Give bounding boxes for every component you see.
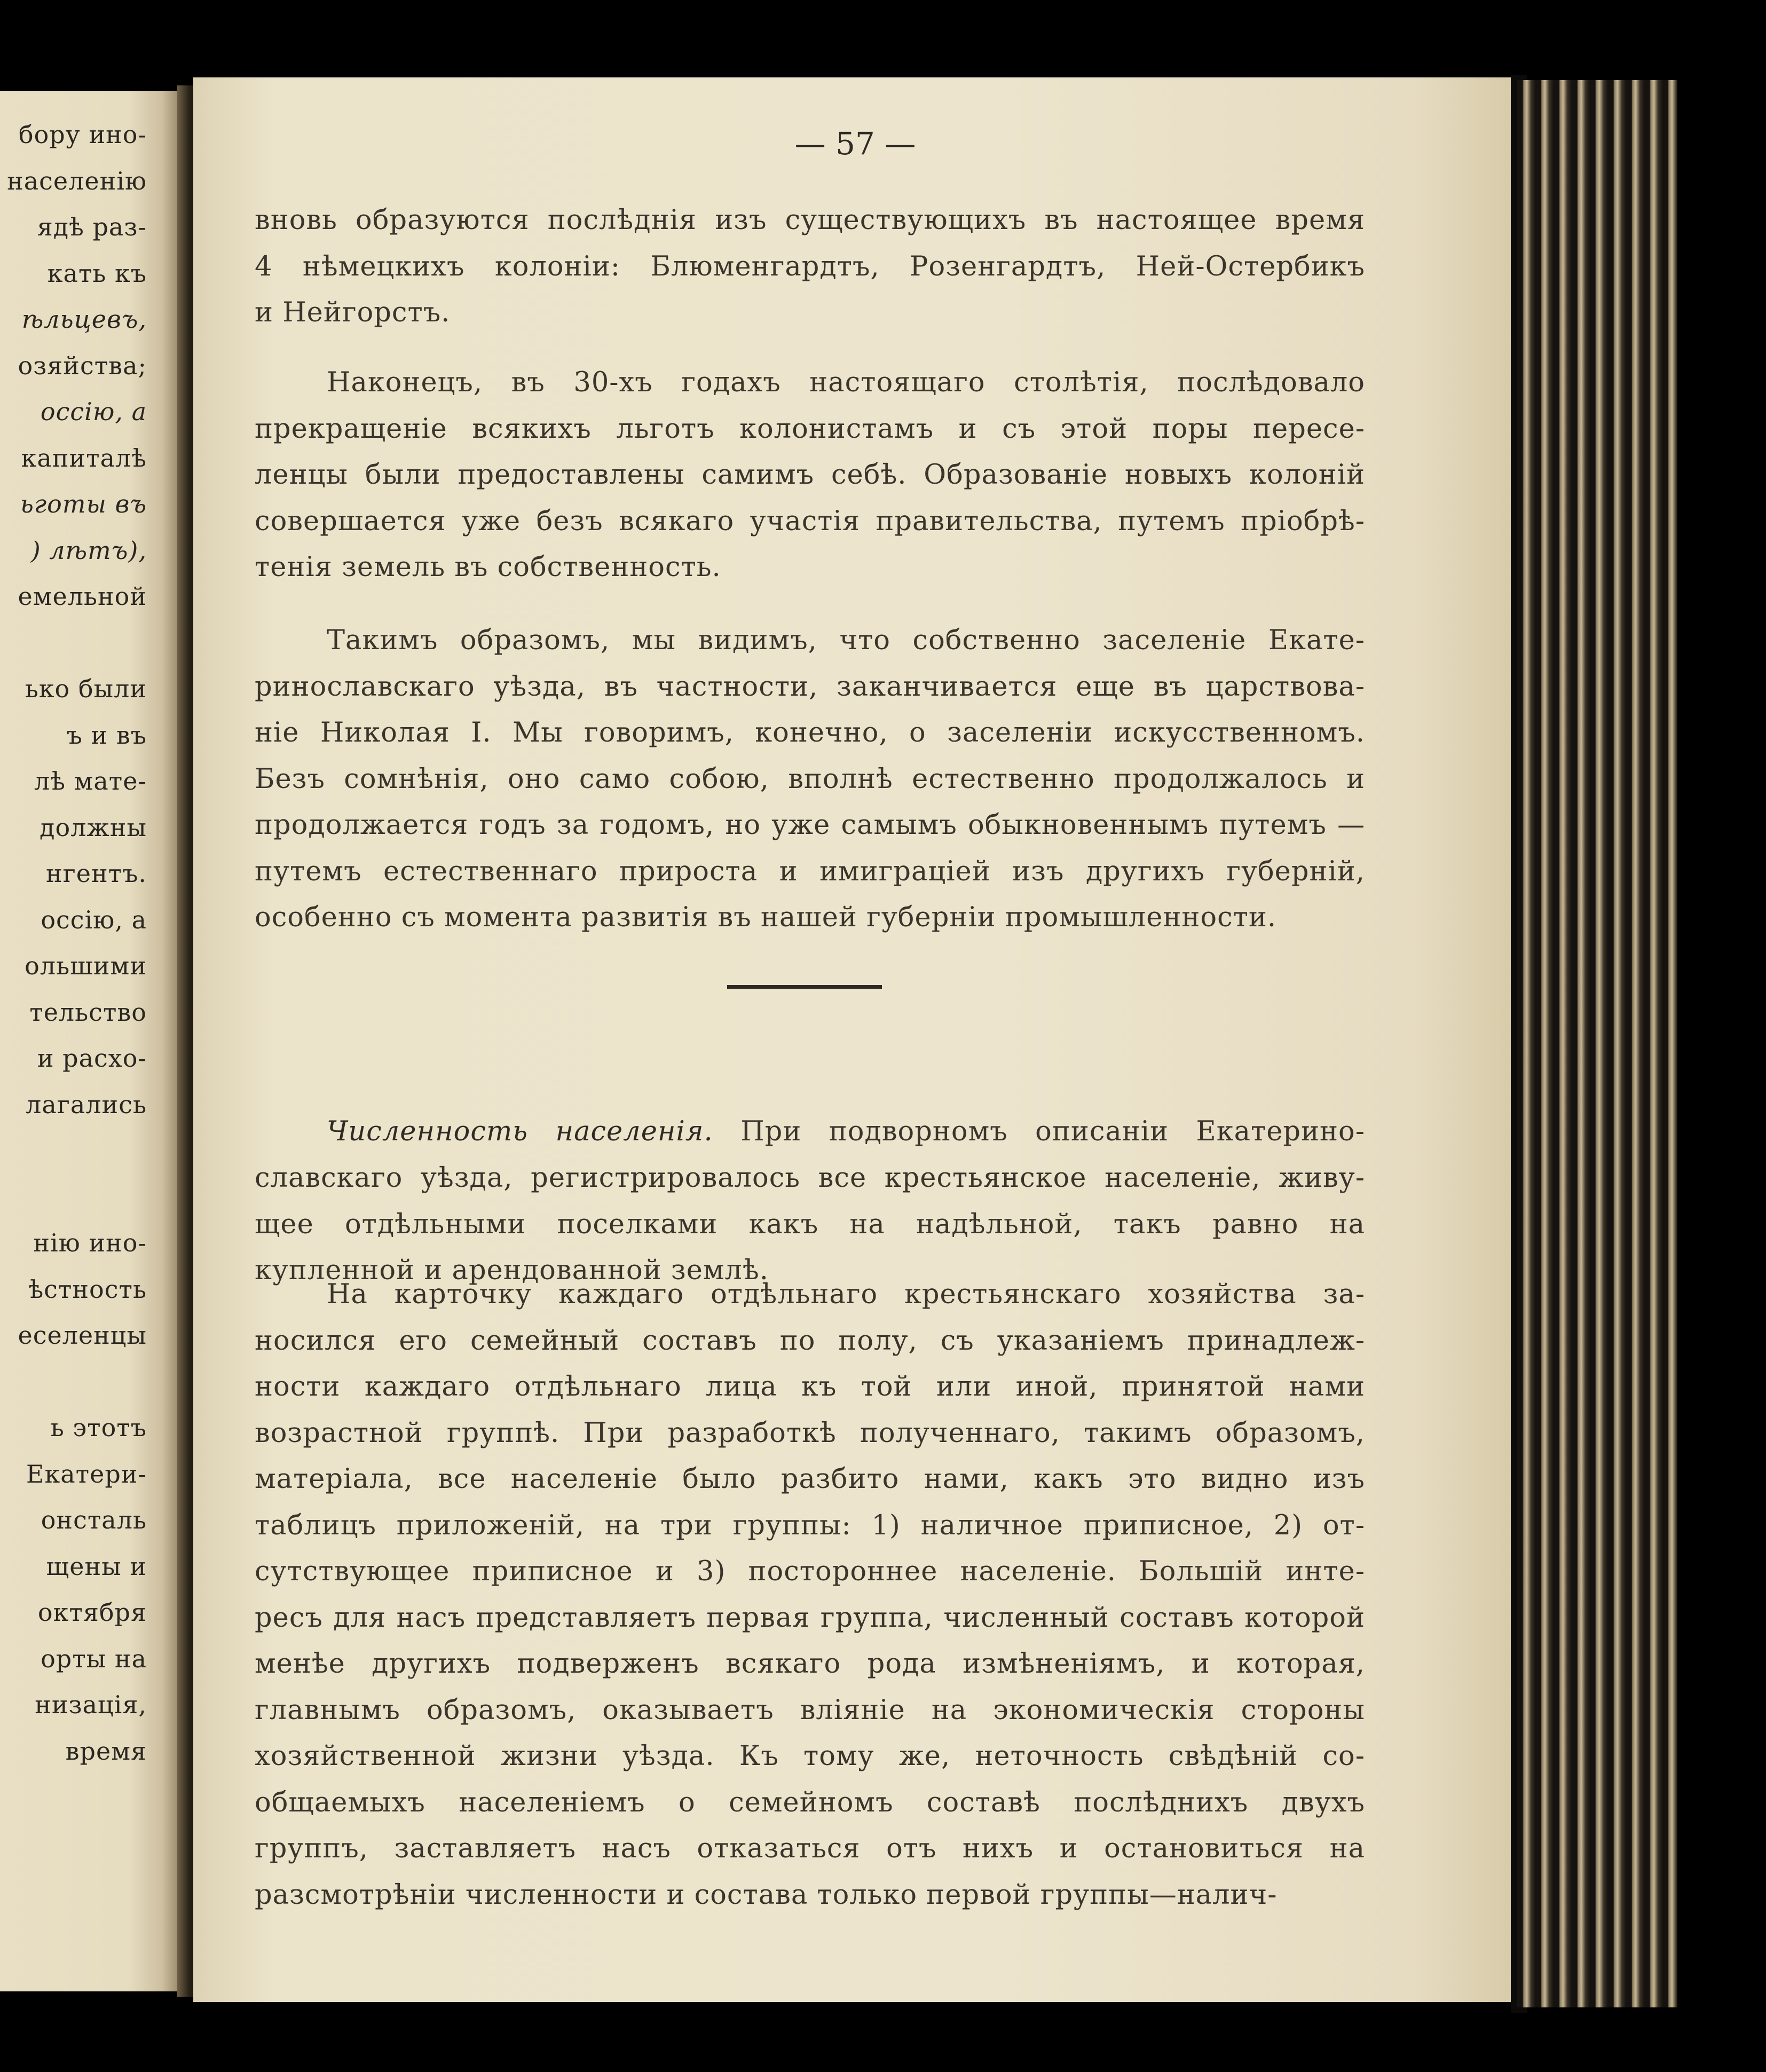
left-page-line: лагались	[26, 1090, 147, 1119]
left-page-line: ѣльцевъ,	[21, 305, 147, 334]
left-page-line: щены и	[46, 1551, 147, 1581]
left-page-line: ь этотъ	[50, 1413, 147, 1442]
text-line: разсмотрѣніи численности и состава только первой группы—налич-	[255, 1879, 1278, 1911]
left-page-line: ольшими	[25, 951, 147, 980]
text-line: хозяйственной жизни уѣзда. Къ тому же, неточность свѣдѣній со-	[255, 1740, 1365, 1772]
left-page-line: орты на	[41, 1644, 147, 1673]
text-line: и Нейгорстъ.	[255, 297, 451, 328]
left-page-line: нію ино-	[33, 1228, 147, 1257]
left-page-line: нгентъ.	[46, 859, 147, 888]
left-page-line: капиталѣ	[21, 443, 147, 472]
text-line: тенія земель въ собственность.	[255, 552, 721, 583]
left-page-line: кать къ	[47, 258, 147, 288]
text-line: путемъ естественнаго прироста и имиграціей изъ другихъ губерній,	[255, 855, 1365, 887]
left-page-line: ъ и въ	[66, 720, 147, 750]
left-page-line: онсталь	[41, 1506, 147, 1534]
text-line: ресъ для насъ представляетъ первая группа, численный составъ которой	[255, 1602, 1365, 1634]
left-page-line: бору ино-	[18, 120, 147, 149]
left-page-line: еселенцы	[18, 1321, 147, 1350]
text-line: общаемыхъ населеніемъ о семейномъ составѣ послѣднихъ двухъ	[255, 1786, 1365, 1818]
text-line: На карточку каждаго отдѣльнаго крестьянскаго хозяйства за-	[327, 1279, 1365, 1310]
left-page-line: низація,	[35, 1690, 147, 1719]
previous-page-fragment	[0, 91, 184, 1991]
text-line: купленной и арендованной землѣ.	[255, 1255, 769, 1286]
text-line: Безъ сомнѣнія, оно само собою, вполнѣ естественно продолжалось и	[255, 763, 1365, 795]
section-heading-continuation: При подворномъ описаніи Екатерино-	[713, 1116, 1365, 1147]
book-page-edges	[1517, 80, 1677, 2007]
text-line: ніе Николая I. Мы говоримъ, конечно, о заселеніи искусственномъ.	[255, 717, 1365, 749]
left-page-line: ) лѣтъ),	[30, 535, 147, 565]
text-line: матеріала, все населеніе было разбито нами, какъ это видно изъ	[255, 1463, 1365, 1495]
text-line: вновь образуются послѣднія изъ существующихъ въ настоящее время	[255, 204, 1365, 236]
text-line: Наконецъ, въ 30-хъ годахъ настоящаго столѣтія, послѣдовало	[327, 367, 1365, 398]
left-page-line: октября	[37, 1598, 147, 1627]
text-line: славскаго уѣзда, регистрировалось все крестьянское населеніе, живу-	[255, 1162, 1365, 1194]
left-page-line: тельство	[29, 997, 147, 1027]
text-line: прекращеніе всякихъ льготъ колонистамъ и съ этой поры пересе-	[255, 413, 1365, 445]
section-divider	[727, 985, 882, 989]
text-line: ринославскаго уѣзда, въ частности, заканчивается еще въ царствова-	[255, 671, 1365, 703]
text-line: ленцы были предоставлены самимъ себѣ. Образованіе новыхъ колоній	[255, 459, 1365, 491]
text-line: сутствующее приписное и 3) постороннее населеніе. Большій инте-	[255, 1556, 1365, 1587]
left-page-line: озяйства;	[18, 351, 147, 380]
text-line: таблицъ приложеній, на три группы: 1) наличное приписное, 2) от-	[255, 1509, 1365, 1541]
left-page-line: ько были	[25, 674, 147, 703]
left-page-line: Екатери-	[26, 1459, 147, 1488]
left-page-line: ьготы въ	[20, 490, 147, 518]
left-page-line: оссію, а	[41, 905, 147, 934]
text-line: главнымъ образомъ, оказываетъ вліяніе на экономическія стороны	[255, 1694, 1365, 1726]
left-page-line: ядѣ раз-	[37, 212, 147, 241]
text-line: совершается уже безъ всякаго участія правительства, путемъ пріобрѣ-	[255, 505, 1365, 537]
section-heading-line	[327, 1116, 1365, 1149]
text-line: носился его семейный составъ по полу, съ указаніемъ принадлеж-	[255, 1325, 1365, 1357]
text-line: возрастной группѣ. При разработкѣ полученнаго, такимъ образомъ,	[255, 1417, 1365, 1449]
book-page	[193, 77, 1517, 2002]
left-page-line: ѣстность	[28, 1274, 147, 1304]
page-number: — 57 —	[794, 125, 916, 162]
text-line: продолжается годъ за годомъ, но уже самымъ обыкновеннымъ путемъ —	[255, 809, 1365, 841]
text-line: 4 нѣмецкихъ колоніи: Блюменгардтъ, Розенгардтъ, Ней-Остербикъ	[255, 250, 1365, 282]
text-line: особенно съ момента развитія въ нашей губерніи промышленности.	[255, 902, 1277, 933]
text-line: ности каждаго отдѣльнаго лица къ той или иной, принятой нами	[255, 1371, 1365, 1403]
left-page-line: емельной	[18, 582, 147, 611]
text-line: менѣе другихъ подверженъ всякаго рода измѣненіямъ, и которая,	[255, 1648, 1365, 1680]
left-page-line: оссію, а	[40, 397, 147, 426]
text-line: группъ, заставляетъ насъ отказаться отъ нихъ и остановиться на	[255, 1833, 1365, 1864]
section-heading: Численность населенія.	[327, 1116, 713, 1147]
left-page-line: должны	[40, 813, 147, 842]
left-page-line: и расхо-	[37, 1044, 147, 1073]
left-page-line: время	[65, 1736, 147, 1766]
left-page-line: населенію	[7, 166, 147, 195]
text-line: Такимъ образомъ, мы видимъ, что собственно заселеніе Екате-	[327, 625, 1365, 656]
left-page-line: лѣ мате-	[34, 767, 147, 795]
text-line: щее отдѣльными поселками какъ на надѣльной, такъ равно на	[255, 1208, 1365, 1240]
